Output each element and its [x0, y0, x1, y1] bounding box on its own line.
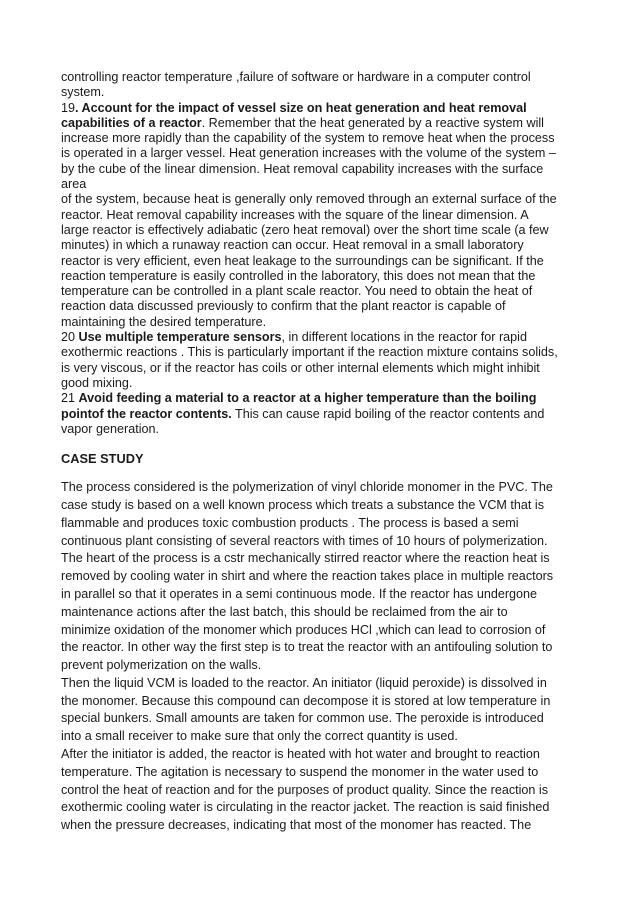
bold-text: capabilities of a reactor [61, 115, 202, 130]
text-line [61, 146, 577, 161]
text-line: minimize oxidation of the monomer which produces HCl ,which can lead to corrosion of [61, 622, 546, 637]
text-line: flammable and produces toxic combustion products . The process is based a semi [61, 515, 519, 530]
text-line: prevent polymerization on the walls. [61, 658, 262, 673]
text-line: After the initiator is added, the reactor is heated with hot water and brought to reaction [61, 747, 540, 762]
regular-text: large reactor is effectively adiabatic (zero heat removal) over the short time scale (a few [61, 222, 549, 237]
regular-text: controlling reactor temperature ,failure of software or hardware in a computer control [61, 70, 531, 84]
section-safety-guidelines [61, 70, 577, 437]
regular-text: system. [61, 85, 105, 100]
bold-text: pointof the reactor contents. [61, 406, 232, 421]
text-line: removed by cooling water in shirt and where the reaction takes place in multiple reactors [61, 569, 554, 584]
text-line: maintenance actions after the last batch, this should be reclaimed from the air to [61, 604, 508, 619]
regular-text: of the system, because heat is generally only removed through an external surface of the [61, 192, 557, 207]
text-line: the monomer. Because this compound can decompose it is stored at low temperature in [61, 693, 551, 708]
text-line [61, 85, 577, 100]
regular-text: This can cause rapid boiling of the reactor contents and [231, 406, 545, 421]
text-line [61, 116, 577, 131]
text-line: continuous plant consisting of several reactors with times of 10 hours of polymerization. [61, 533, 548, 548]
text-line [61, 345, 577, 360]
regular-text: maintaining the desired temperature. [61, 314, 267, 329]
text-line: The process considered is the polymerization of vinyl chloride monomer in the PVC. The [61, 480, 553, 495]
text-line: special bunkers. Small amounts are taken for common use. The peroxide is introduced [61, 711, 544, 726]
text-line [61, 70, 577, 85]
regular-text: area [61, 177, 87, 192]
text-line: into a small receiver to make sure that only the correct quantity is used. [61, 729, 458, 744]
text-line [61, 192, 577, 207]
bold-text: . Account for the impact of vessel size on heat generation and heat removal [75, 100, 527, 115]
bold-text: Use multiple temperature sensors [78, 330, 282, 345]
regular-text: good mixing. [61, 375, 133, 390]
regular-text: vapor generation. [61, 421, 160, 436]
text-line [61, 284, 577, 299]
text-line: The heart of the process is a cstr mechanically stirred reactor where the reaction heat is [61, 551, 550, 566]
text-line [61, 223, 577, 238]
item-number: 19 [61, 100, 76, 115]
text-line [61, 330, 577, 345]
text-line [61, 269, 577, 284]
text-line [61, 162, 577, 177]
regular-text: minutes) in which a runaway reaction can occur. Heat removal in a small laboratory [61, 238, 524, 253]
regular-text: reaction data discussed previously to confirm that the plant reactor is capable of [61, 299, 506, 314]
section-case-study [61, 479, 577, 835]
text-line [61, 315, 577, 330]
text-line [61, 131, 577, 146]
text-line: temperature. The agitation is necessary to suspend the monomer in the water used to [61, 764, 539, 779]
regular-text: temperature can be controlled in a plant scale reactor. You need to obtain the heat of [61, 284, 533, 299]
text-line: exothermic cooling water is circulating in the reactor jacket. The reaction is said finished [61, 800, 550, 815]
regular-text: , in different locations in the reactor for rapid [281, 330, 527, 345]
regular-text: reactor is very efficient, even heat leakage to the surroundings can be significant. If the [61, 253, 544, 268]
text-line [61, 177, 577, 192]
case-study-heading: CASE STUDY [61, 451, 144, 467]
text-line [61, 101, 577, 116]
regular-text: by the cube of the linear dimension. Heat removal capability increases with the surface [61, 161, 544, 176]
spacer [61, 437, 577, 449]
spacer [61, 467, 577, 479]
bold-text: Avoid feeding a material to a reactor at a higher temperature than the boiling [78, 391, 537, 406]
text-line [61, 376, 577, 391]
text-line: in parallel so that it operates in a semi continuous mode. If the reactor has undergone [61, 586, 538, 601]
regular-text: . Remember that the heat generated by a reactive system will [201, 115, 544, 130]
text-line [61, 422, 577, 437]
text-line [61, 361, 577, 376]
text-line: Then the liquid VCM is loaded to the reactor. An initiator (liquid peroxide) is dissolved in [61, 675, 547, 690]
text-line [61, 299, 577, 314]
regular-text: exothermic reactions . This is particularly important if the reaction mixture contains solids, [61, 345, 558, 360]
regular-text: is very viscous, or if the reactor has coils or other internal elements which might inhibit [61, 360, 540, 375]
text-line: when the pressure decreases, indicating that most of the monomer has reacted. The [61, 818, 532, 833]
text-line: case study is based on a well known process which treats a substance the VCM that is [61, 497, 545, 512]
regular-text: reactor. Heat removal capability increases with the square of the linear dimension. A [61, 207, 529, 222]
document-page [61, 70, 577, 835]
regular-text: increase more rapidly than the capability of the system to remove heat when the process [61, 131, 555, 146]
text-line [61, 407, 577, 422]
item-number: 21 [61, 391, 79, 406]
text-line [61, 238, 577, 253]
regular-text: reaction temperature is easily controlled in the laboratory, this does not mean that the [61, 268, 536, 283]
text-line [61, 254, 577, 269]
text-line: the reactor. In other way the first step is to treat the reactor with an antifouling solution to [61, 640, 553, 655]
regular-text: is operated in a larger vessel. Heat generation increases with the volume of the system – [61, 146, 556, 161]
text-line [61, 208, 577, 223]
text-line: control the heat of reaction and for the purposes of product quality. Since the reaction is [61, 782, 549, 797]
text-line [61, 391, 577, 406]
item-number: 20 [61, 330, 79, 345]
